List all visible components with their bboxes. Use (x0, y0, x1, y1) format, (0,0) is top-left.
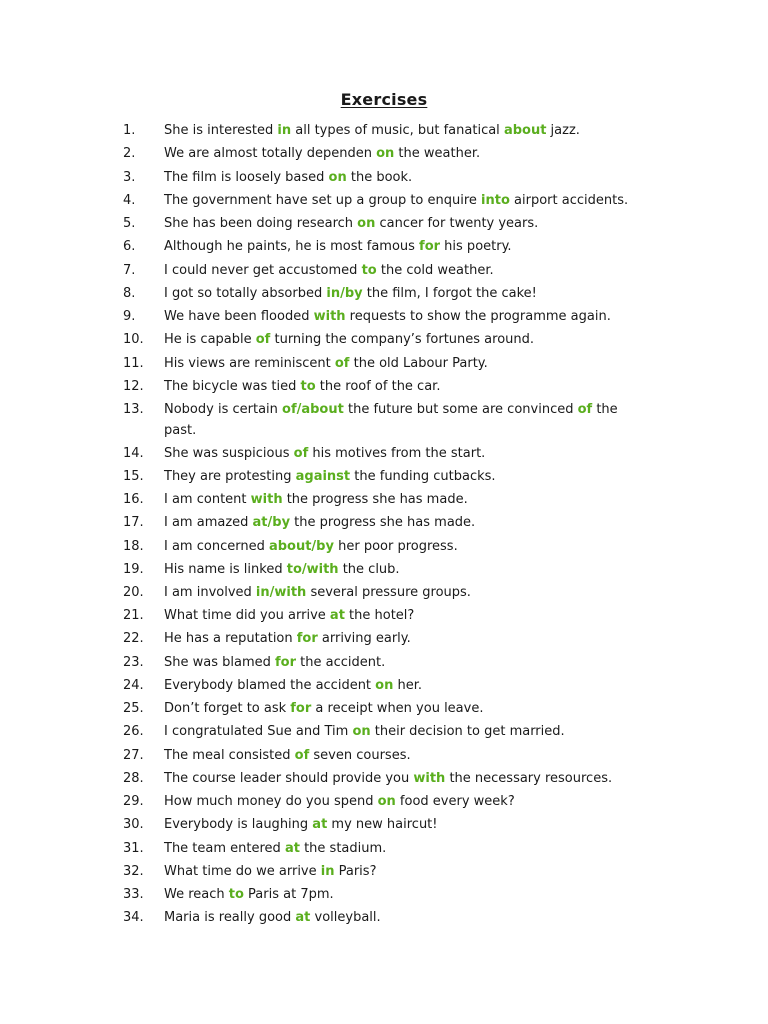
answer-word: at (284, 841, 300, 856)
item-sentence (164, 582, 634, 603)
sentence-fragment: How much money do you spend (164, 794, 378, 809)
item-number: 7. (123, 263, 136, 278)
answer-word: in/by (326, 286, 363, 301)
item-sentence (164, 814, 634, 835)
answer-word: with (250, 492, 283, 507)
sentence-fragment: jazz. (546, 123, 580, 138)
sentence-fragment: Everybody is laughing (164, 817, 313, 832)
sentence-fragment: The team entered (164, 841, 285, 856)
sentence-fragment: The government have set up a group to enquire (164, 193, 482, 208)
item-sentence (164, 329, 634, 350)
item-number: 16. (123, 492, 144, 507)
answer-word: with (313, 309, 346, 324)
item-sentence (164, 791, 634, 812)
answer-word: in (320, 864, 335, 879)
item-sentence (164, 443, 634, 464)
sentence-fragment: The course leader should provide you (164, 771, 414, 786)
item-number: 10. (123, 332, 144, 347)
sentence-fragment: the accident. (296, 655, 386, 670)
sentence-fragment: several pressure groups. (306, 585, 471, 600)
answer-word: on (328, 170, 347, 185)
item-number: 34. (123, 910, 144, 925)
sentence-fragment: The meal consisted (164, 748, 295, 763)
sentence-fragment: his motives from the start. (308, 446, 486, 461)
answer-word: on (376, 146, 395, 161)
sentence-fragment: their decision to get married. (370, 724, 565, 739)
item-number: 3. (123, 170, 136, 185)
sentence-fragment: his poetry. (440, 239, 512, 254)
item-sentence (164, 536, 634, 557)
answer-word: to (228, 887, 244, 902)
item-number: 13. (123, 402, 144, 417)
item-sentence (164, 652, 634, 673)
sentence-fragment: She was suspicious (164, 446, 294, 461)
sentence-fragment: I am concerned (164, 539, 269, 554)
sentence-fragment: the progress she has made. (282, 492, 468, 507)
item-number: 5. (123, 216, 136, 231)
sentence-fragment: seven courses. (309, 748, 411, 763)
item-sentence (164, 628, 634, 649)
sentence-fragment: I am involved (164, 585, 256, 600)
item-number: 33. (123, 887, 144, 902)
item-sentence (164, 768, 634, 789)
sentence-fragment: a receipt when you leave. (311, 701, 484, 716)
item-number: 25. (123, 701, 144, 716)
item-sentence (164, 353, 634, 374)
sentence-fragment: What time do we arrive (164, 864, 321, 879)
item-sentence (164, 283, 634, 304)
item-sentence (164, 698, 634, 719)
answer-word: for (419, 239, 441, 254)
sentence-fragment: The film is loosely based (164, 170, 329, 185)
item-sentence (164, 143, 634, 164)
item-number: 8. (123, 286, 136, 301)
item-number: 4. (123, 193, 136, 208)
item-number: 30. (123, 817, 144, 832)
sentence-fragment: the past. (164, 402, 618, 438)
item-sentence (164, 236, 634, 257)
answer-word: of (293, 446, 309, 461)
sentence-fragment: We are almost totally dependen (164, 146, 377, 161)
answer-word: for (296, 631, 318, 646)
item-sentence (164, 745, 634, 766)
answer-word: at/by (252, 515, 291, 530)
item-number: 20. (123, 585, 144, 600)
sentence-fragment: turning the company’s fortunes around. (270, 332, 535, 347)
item-number: 9. (123, 309, 136, 324)
item-number: 19. (123, 562, 144, 577)
answer-word: in/with (255, 585, 307, 600)
page-title: Exercises (340, 90, 428, 109)
item-sentence (164, 260, 634, 281)
item-sentence (164, 376, 634, 397)
sentence-fragment: She has been doing research (164, 216, 358, 231)
answer-word: for (275, 655, 297, 670)
answer-word: to (300, 379, 316, 394)
answer-word: for (290, 701, 312, 716)
item-number: 22. (123, 631, 144, 646)
item-sentence (164, 838, 634, 859)
sentence-fragment: the roof of the car. (315, 379, 441, 394)
sentence-fragment: We reach (164, 887, 229, 902)
sentence-fragment: the progress she has made. (290, 515, 476, 530)
sentence-fragment: I am content (164, 492, 251, 507)
sentence-fragment: the stadium. (299, 841, 387, 856)
item-number: 15. (123, 469, 144, 484)
answer-word: about (503, 123, 547, 138)
item-number: 1. (123, 123, 136, 138)
item-sentence (164, 190, 634, 211)
sentence-fragment: What time did you arrive (164, 608, 330, 623)
answer-word: of (294, 748, 310, 763)
item-sentence (164, 512, 634, 533)
item-sentence (164, 721, 634, 742)
sentence-fragment: Paris? (334, 864, 377, 879)
sentence-fragment: I am amazed (164, 515, 253, 530)
item-sentence (164, 489, 634, 510)
sentence-fragment: The bicycle was tied (164, 379, 301, 394)
item-number: 23. (123, 655, 144, 670)
item-number: 27. (123, 748, 144, 763)
answer-word: to (361, 263, 377, 278)
item-number: 26. (123, 724, 144, 739)
sentence-fragment: They are protesting (164, 469, 296, 484)
item-sentence (164, 675, 634, 696)
item-number: 32. (123, 864, 144, 879)
answer-word: to/with (286, 562, 339, 577)
sentence-fragment: arriving early. (317, 631, 411, 646)
answer-word: of (334, 356, 350, 371)
sentence-fragment: the funding cutbacks. (350, 469, 496, 484)
sentence-fragment: the old Labour Party. (349, 356, 488, 371)
item-sentence (164, 907, 634, 928)
answer-word: at (312, 817, 328, 832)
sentence-fragment: Maria is really good (164, 910, 296, 925)
item-number: 12. (123, 379, 144, 394)
sentence-fragment: cancer for twenty years. (375, 216, 539, 231)
sentence-fragment: I could never get accustomed (164, 263, 362, 278)
sentence-fragment: We have been flooded (164, 309, 314, 324)
sentence-fragment: He is capable (164, 332, 256, 347)
sentence-fragment: He has a reputation (164, 631, 297, 646)
sentence-fragment: the future but some are convinced (343, 402, 578, 417)
item-sentence (164, 861, 634, 882)
answer-word: of/about (282, 402, 344, 417)
sentence-fragment: I congratulated Sue and Tim (164, 724, 353, 739)
answer-word: into (481, 193, 510, 208)
sentence-fragment: the weather. (394, 146, 481, 161)
item-number: 6. (123, 239, 136, 254)
answer-word: of (577, 402, 593, 417)
answer-word: of (255, 332, 271, 347)
answer-word: at (329, 608, 345, 623)
sentence-fragment: her. (393, 678, 423, 693)
sentence-fragment: She was blamed (164, 655, 276, 670)
item-number: 18. (123, 539, 144, 554)
sentence-fragment: the hotel? (344, 608, 415, 623)
sentence-fragment: She is interested (164, 123, 278, 138)
sentence-fragment: Everybody blamed the accident (164, 678, 376, 693)
item-sentence (164, 213, 634, 234)
sentence-fragment: the club. (338, 562, 400, 577)
item-sentence (164, 306, 634, 327)
item-number: 28. (123, 771, 144, 786)
sentence-fragment: His name is linked (164, 562, 287, 577)
item-number: 14. (123, 446, 144, 461)
answer-word: on (375, 678, 394, 693)
answer-word: on (377, 794, 396, 809)
sentence-fragment: His views are reminiscent (164, 356, 335, 371)
sentence-fragment: all types of music, but fanatical (291, 123, 504, 138)
answer-word: about/by (268, 539, 334, 554)
sentence-fragment: food every week? (395, 794, 515, 809)
sentence-fragment: airport accidents. (509, 193, 629, 208)
item-number: 21. (123, 608, 144, 623)
sentence-fragment: my new haircut! (327, 817, 438, 832)
item-number: 29. (123, 794, 144, 809)
answer-word: at (295, 910, 311, 925)
item-number: 2. (123, 146, 136, 161)
item-sentence (164, 884, 634, 905)
answer-word: in (277, 123, 292, 138)
answer-word: with (413, 771, 446, 786)
item-sentence (164, 120, 634, 141)
item-number: 31. (123, 841, 144, 856)
sentence-fragment: volleyball. (310, 910, 381, 925)
item-sentence (164, 605, 634, 626)
sentence-fragment: her poor progress. (333, 539, 458, 554)
item-number: 24. (123, 678, 144, 693)
item-sentence (164, 167, 634, 188)
sentence-fragment: Don’t forget to ask (164, 701, 291, 716)
sentence-fragment: the cold weather. (376, 263, 494, 278)
answer-word: against (295, 469, 351, 484)
sentence-fragment: Although he paints, he is most famous (164, 239, 420, 254)
sentence-fragment: I got so totally absorbed (164, 286, 327, 301)
item-sentence (164, 466, 634, 487)
sentence-fragment: the film, I forgot the cake! (362, 286, 537, 301)
item-sentence (164, 559, 634, 580)
sentence-fragment: Paris at 7pm. (243, 887, 334, 902)
answer-word: on (357, 216, 376, 231)
sentence-fragment: Nobody is certain (164, 402, 283, 417)
item-number: 17. (123, 515, 144, 530)
sentence-fragment: requests to show the programme again. (345, 309, 611, 324)
item-number: 11. (123, 356, 144, 371)
sentence-fragment: the book. (346, 170, 413, 185)
item-sentence (164, 399, 634, 441)
sentence-fragment: the necessary resources. (445, 771, 613, 786)
answer-word: on (352, 724, 371, 739)
